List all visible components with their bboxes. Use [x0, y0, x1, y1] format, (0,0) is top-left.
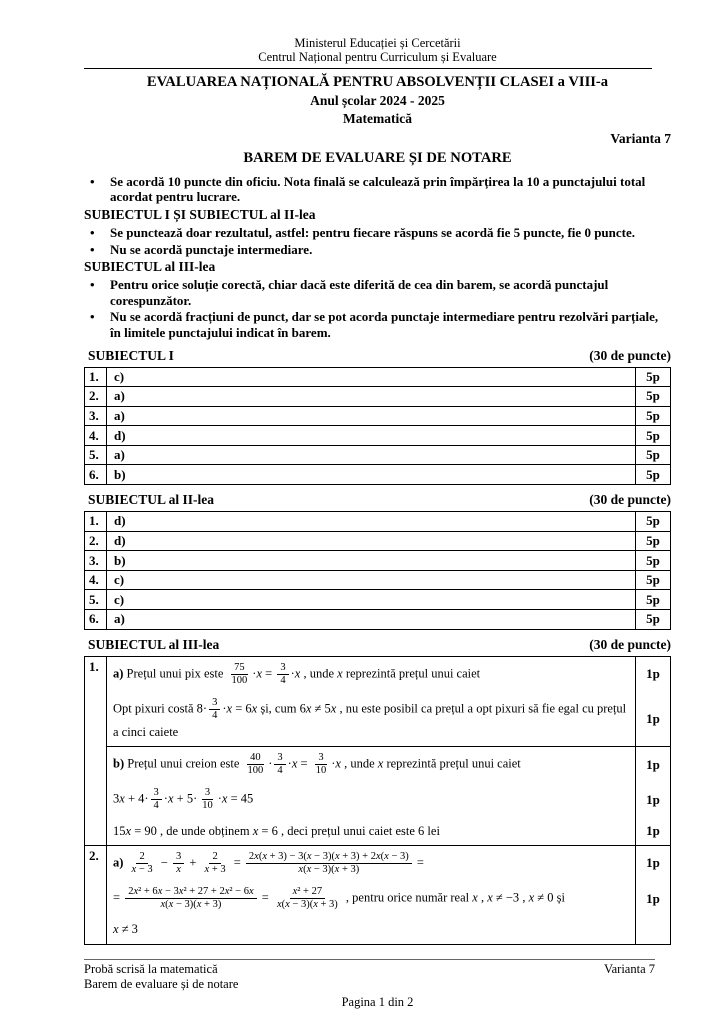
points-value: 1p — [635, 846, 670, 881]
answer-letter: d) — [107, 532, 636, 551]
rule-bullet-item — [84, 225, 671, 241]
solution-block — [107, 747, 670, 845]
solution-text: , — [477, 890, 488, 905]
fraction: $\frac{3}{x}$ — [173, 851, 184, 876]
fraction: $\frac{3}{10}$ — [315, 752, 327, 777]
math-expression: ·x = 6x — [222, 701, 258, 716]
answer-letter: c) — [107, 590, 636, 609]
points-value: 1p — [635, 818, 670, 845]
solution-content — [107, 846, 635, 881]
math-expression: x = 6 — [252, 823, 278, 838]
rule-text: Nu se acordă fracțiuni de punct, dar se pot acorda punctaje intermediare pentru rezolvări parțiale, în limitele punctajului indicat în barem. — [110, 309, 659, 340]
answer-letter: d) — [107, 426, 636, 445]
solution-line — [107, 818, 670, 845]
answer-letter: a) — [107, 387, 636, 406]
solution-text: , de unde obținem — [156, 823, 253, 838]
math-expression: = — [258, 890, 272, 905]
solution-row — [85, 846, 670, 944]
item-number: 2. — [85, 846, 107, 944]
item-number: 3. — [85, 551, 107, 570]
solution-text: , pentru orice număr real — [342, 890, 473, 905]
fraction: $\frac{75}{100}$ — [231, 661, 248, 686]
item-letter: a) — [113, 666, 124, 681]
barem-title: BAREM DE EVALUARE ȘI DE NOTARE — [243, 149, 512, 166]
solution-block — [107, 846, 670, 944]
subject3-points: (30 de puncte) — [589, 636, 671, 652]
rules-list — [84, 174, 671, 341]
solution-line — [107, 782, 670, 817]
solution-text: , unde — [340, 756, 378, 771]
answer-row — [85, 571, 670, 591]
math-expression: ·x + 5· — [163, 791, 198, 806]
solution-line — [107, 747, 670, 782]
solution-line — [107, 657, 670, 692]
item-number: 1. — [85, 512, 107, 531]
fraction: $\frac{3}{4}$ — [209, 697, 220, 722]
bullet-icon: • — [90, 277, 95, 293]
bullet-icon: • — [90, 224, 95, 240]
rule-bullet-item — [84, 309, 671, 340]
points-value: 5p — [646, 591, 660, 607]
subject1-heading — [84, 348, 671, 364]
points-value: 5p — [646, 572, 660, 588]
solution-row — [85, 657, 670, 846]
solution-line — [107, 846, 670, 881]
item-letter: b) — [113, 756, 125, 771]
math-expression: x — [337, 666, 343, 681]
answer-letter: b) — [107, 465, 636, 484]
points-value: 5p — [646, 532, 660, 548]
answer-row — [85, 407, 670, 427]
fraction: $\frac{2}{x - 3}$ — [131, 850, 153, 875]
item-number: 6. — [85, 465, 107, 484]
points-value: 5p — [646, 552, 660, 568]
footer-rule — [84, 959, 655, 960]
bullet-icon: • — [90, 241, 95, 257]
math-expression: 6x ≠ 5x — [299, 701, 337, 716]
rule-bullet-item — [84, 174, 671, 205]
subject2-title: SUBIECTUL al II-lea — [88, 492, 215, 508]
fraction: $\frac{2x(x + 3) - 3(x - 3)(x + 3) + 2x(x - 3)}{x(x - 3)(x + 3)}$ — [246, 851, 412, 876]
item-number: 1. — [85, 368, 107, 387]
solution-text: și — [553, 890, 565, 905]
points-value: 5p — [646, 513, 660, 529]
points-value: 1p — [635, 657, 670, 692]
answer-letter: c) — [107, 571, 636, 590]
math-expression: x — [472, 890, 478, 905]
math-expression: ·x = — [252, 666, 276, 681]
item-number: 5. — [85, 446, 107, 465]
school-year: Anul școlar 2024 - 2025 — [310, 92, 445, 108]
solution-line — [107, 692, 670, 747]
bullet-icon: • — [90, 173, 95, 189]
fraction: $\frac{3}{10}$ — [202, 787, 213, 812]
subject-name: Matematică — [343, 110, 412, 126]
answer-letter: d) — [107, 512, 636, 531]
solution-content — [107, 916, 635, 943]
points-value: 5p — [646, 368, 660, 384]
exam-title: EVALUAREA NAȚIONALĂ PENTRU ABSOLVENȚII CLASEI a VIII-a — [146, 73, 609, 90]
item-number: 1. — [85, 657, 107, 845]
math-expression: 3x + 4· — [113, 791, 149, 806]
solution-content — [107, 782, 635, 817]
math-expression: 8· — [196, 701, 208, 716]
math-expression: ·x — [290, 666, 301, 681]
fraction: $\frac{3}{4}$ — [151, 787, 162, 812]
subject3-heading — [84, 637, 671, 653]
points-value: 1p — [635, 782, 670, 817]
rule-bullet-item — [84, 277, 671, 308]
points-value: 5p — [646, 427, 660, 443]
answer-row — [85, 465, 670, 484]
math-expression: = — [113, 890, 124, 905]
fraction: $\frac{3}{4}$ — [277, 662, 288, 687]
fraction: $\frac{3}{4}$ — [274, 752, 285, 777]
solution-content — [107, 747, 635, 782]
answer-letter: a) — [107, 610, 636, 629]
answer-letter: a) — [107, 407, 636, 426]
item-number: 3. — [85, 407, 107, 426]
subject1-table — [84, 367, 671, 486]
subject3-title: SUBIECTUL al III-lea — [88, 636, 220, 652]
page-number: Pagina 1 din 2 — [341, 994, 414, 1009]
points-value: 5p — [646, 388, 660, 404]
footer-proba: Probă scrisă la matematică — [84, 961, 218, 976]
ministry-line: Ministerul Educației și Cercetării — [294, 36, 461, 50]
fraction: $\frac{\text{2x² + 6x − 3x² + 27 + 2x² − 6x}}{x(x - 3)(x + 3)}$ — [125, 886, 256, 911]
points-value — [635, 916, 670, 943]
rule-text: Nu se acordă punctaje intermediare. — [110, 241, 313, 257]
solution-text: Prețul unui creion este — [124, 756, 243, 771]
math-expression: ·x = 45 — [217, 791, 254, 806]
center-line: Centrul Național pentru Curriculum și Evaluare — [258, 50, 497, 65]
answer-row — [85, 610, 670, 629]
points-value: 1p — [635, 881, 670, 916]
solution-text: reprezintă prețul unui caiet — [342, 666, 481, 681]
math-expression: x ≠ 0 — [528, 890, 554, 905]
rule-heading: SUBIECTUL I ȘI SUBIECTUL al II-lea — [84, 206, 316, 222]
solution-text: Opt pixuri costă — [113, 701, 197, 716]
subject2-points: (30 de puncte) — [589, 492, 671, 508]
answer-row — [85, 446, 670, 466]
math-expression: x ≠ 3 — [113, 922, 138, 937]
points-value: 5p — [646, 611, 660, 627]
solution-content — [107, 692, 635, 747]
answer-row — [85, 512, 670, 532]
math-expression: · — [268, 756, 273, 771]
answer-letter: a) — [107, 446, 636, 465]
fraction: $\frac{\text{x² + 27}}{x(x - 3)(x + 3)}$ — [276, 886, 338, 911]
solution-text: , nu este posibil ca prețul a opt pixuri să fie egal cu prețul a cinci caiete — [113, 701, 627, 739]
item-number: 2. — [85, 387, 107, 406]
solution-text — [123, 855, 126, 869]
rule-text: Pentru orice soluție corectă, chiar dacă este diferită de cea din barem, se acordă punctajul corespunzător. — [110, 277, 609, 308]
rule-text: Se acordă 10 puncte din oficiu. Nota finală se calculează prin împărțirea la 10 a punctajului total acordat pentru lucrare. — [110, 173, 646, 205]
answer-row — [85, 387, 670, 407]
answer-row — [85, 590, 670, 610]
solution-line — [107, 916, 670, 943]
answer-row — [85, 551, 670, 571]
solution-content — [107, 657, 635, 692]
bullet-icon: • — [90, 309, 95, 325]
item-number: 2. — [85, 532, 107, 551]
math-expression: − — [157, 855, 171, 870]
page-footer — [84, 959, 671, 1010]
subject2-heading — [84, 492, 671, 508]
math-expression: ·x = — [287, 756, 311, 771]
solution-text: , unde — [300, 666, 338, 681]
math-expression: 15x = 90 — [113, 823, 157, 838]
solution-text: și, cum — [257, 701, 300, 716]
points-value: 1p — [635, 747, 670, 782]
subject1-title: SUBIECTUL I — [88, 347, 174, 363]
math-expression: ·x — [331, 756, 341, 771]
item-letter: a) — [113, 855, 124, 870]
footer-variant: Varianta 7 — [603, 961, 655, 976]
math-expression: = — [413, 855, 424, 870]
rule-bullet-item — [84, 242, 671, 258]
footer-barem: Barem de evaluare și de notare — [84, 977, 239, 992]
subject2-table — [84, 511, 671, 630]
subject3-table — [84, 656, 671, 945]
item-number: 4. — [85, 571, 107, 590]
solution-text: , — [519, 890, 529, 905]
points-value: 5p — [646, 407, 660, 423]
answer-row — [85, 368, 670, 388]
solution-content — [107, 818, 635, 845]
item-number: 6. — [85, 610, 107, 629]
fraction: $\frac{40}{100}$ — [247, 752, 264, 777]
math-expression: x ≠ −3 — [487, 890, 520, 905]
answer-row — [85, 426, 670, 446]
rule-text: Se punctează doar rezultatul, astfel: pentru fiecare răspuns se acordă fie 5 puncte, fie 0 puncte. — [110, 224, 636, 240]
points-value: 5p — [646, 447, 660, 463]
points-value: 1p — [635, 692, 670, 747]
fraction: $\frac{2}{x + 3}$ — [204, 850, 226, 875]
math-expression: = — [230, 855, 244, 870]
solution-line — [107, 881, 670, 916]
solution-block — [107, 657, 670, 748]
solution-text: , deci prețul unui caiet este 6 lei — [277, 823, 440, 838]
math-expression: + — [186, 855, 200, 870]
variant-label: Varianta 7 — [610, 130, 671, 146]
item-number: 5. — [85, 590, 107, 609]
solution-content — [107, 881, 635, 916]
header-rule — [84, 68, 652, 69]
answer-row — [85, 532, 670, 552]
math-expression: x — [377, 756, 384, 771]
rule-heading: SUBIECTUL al III-lea — [84, 259, 216, 275]
subject1-points: (30 de puncte) — [589, 347, 671, 363]
answer-letter: b) — [107, 551, 636, 570]
solution-text: Prețul unui pix este — [123, 666, 227, 681]
answer-letter: c) — [107, 368, 636, 387]
points-value: 5p — [646, 466, 660, 482]
item-number: 4. — [85, 426, 107, 445]
solution-text: reprezintă prețul unui caiet — [383, 756, 521, 771]
